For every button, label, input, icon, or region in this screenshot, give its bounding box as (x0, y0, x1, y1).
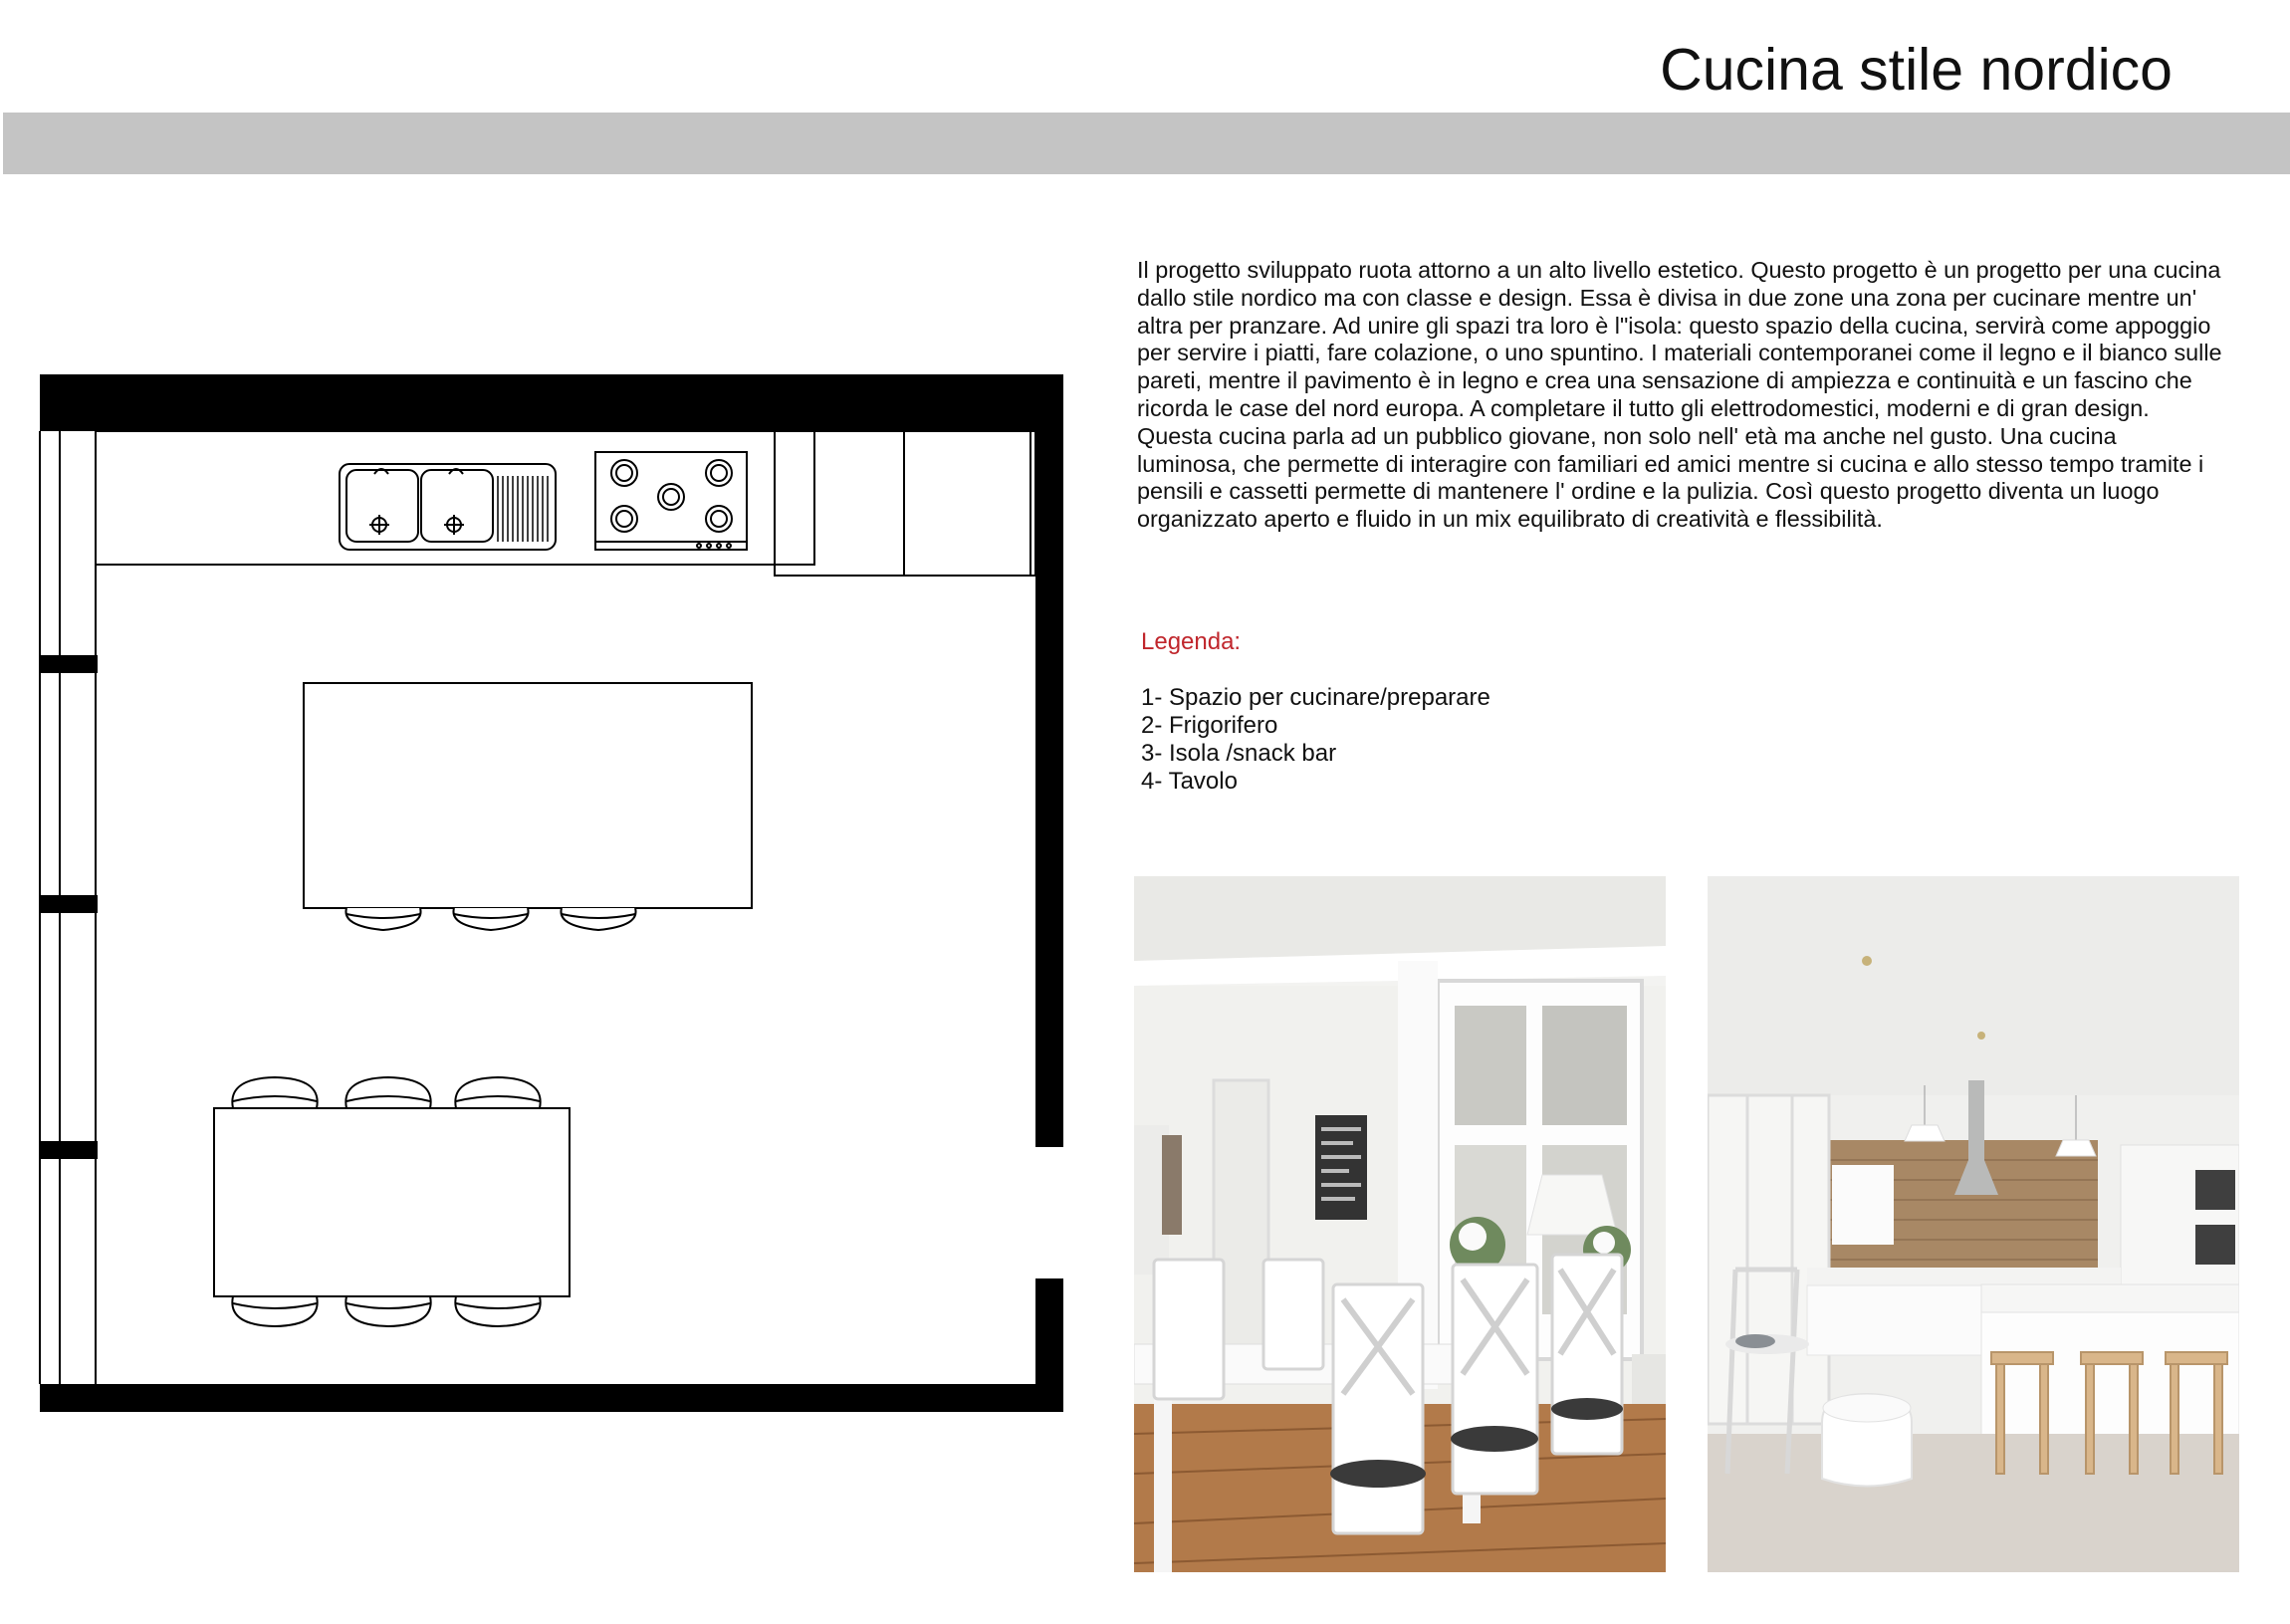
plan-wall-right-lower (1035, 1278, 1063, 1412)
legend-item: 2- Frigorifero (1141, 712, 1278, 739)
plan-wall-pier (40, 655, 98, 673)
kitchen-photo (1708, 876, 2239, 1572)
plan-wall-pier (40, 1141, 98, 1159)
legend-title: Legenda: (1141, 628, 1242, 655)
description-paragraph: Il progetto sviluppato ruota attorno a un alto livello estetico. Questo progetto è un progetto per una cucina dallo stile nordico ma con classe e design. Essa è divisa in due zone una zona per cucinare mentre un' altra per pranzare. Ad unire gli spazi tra loro è l"isola: questo spazio della cucina, servirà come appoggio per servire i piatti, fare colazione, o uno spuntino. I materiali contemporanei come il legno e il bianco sulle pareti, mentre il pavimento è in legno e crea una sensazione di ampiezza e continuità e un fascino che ricorda le case del nord europa. A completare il tutto gli elettrodomestici, moderni e di gran design. (1137, 257, 2222, 421)
plan-cooktop (595, 452, 747, 550)
legend-item: 3- Isola /snack bar (1141, 740, 1337, 767)
plan-wall-left-corner (40, 374, 77, 431)
plan-wall-right-upper (1035, 374, 1063, 1147)
kitchen-floor-plan (38, 372, 1063, 1418)
plan-wall-top (40, 374, 1063, 431)
project-description (1137, 257, 2222, 534)
plan-wall-pier (40, 895, 98, 913)
dining-room-photo (1134, 876, 1666, 1572)
legend (1141, 628, 1490, 796)
plan-dining-table (214, 1077, 570, 1326)
plan-island (304, 683, 752, 930)
plan-sink (340, 464, 556, 550)
description-paragraph: Questa cucina parla ad un pubblico giovane, non solo nell' età ma anche nel gusto. Una cucina luminosa, che permette di interagire con familiari ed amici mentre si cucina e allo stesso tempo tramite i pensili e cassetti permette di mantenere l' ordine e la pulizia. Così questo progetto diventa un luogo organizzato aperto e fluido in un mix equilibrato di creatività e flessibilità. (1137, 422, 2204, 533)
legend-item: 1- Spazio per cucinare/preparare (1141, 684, 1490, 711)
header-band (3, 113, 2290, 174)
plan-wall-bottom (40, 1384, 1063, 1412)
page-title: Cucina stile nordico (1660, 37, 2173, 103)
legend-item: 4- Tavolo (1141, 768, 1238, 795)
